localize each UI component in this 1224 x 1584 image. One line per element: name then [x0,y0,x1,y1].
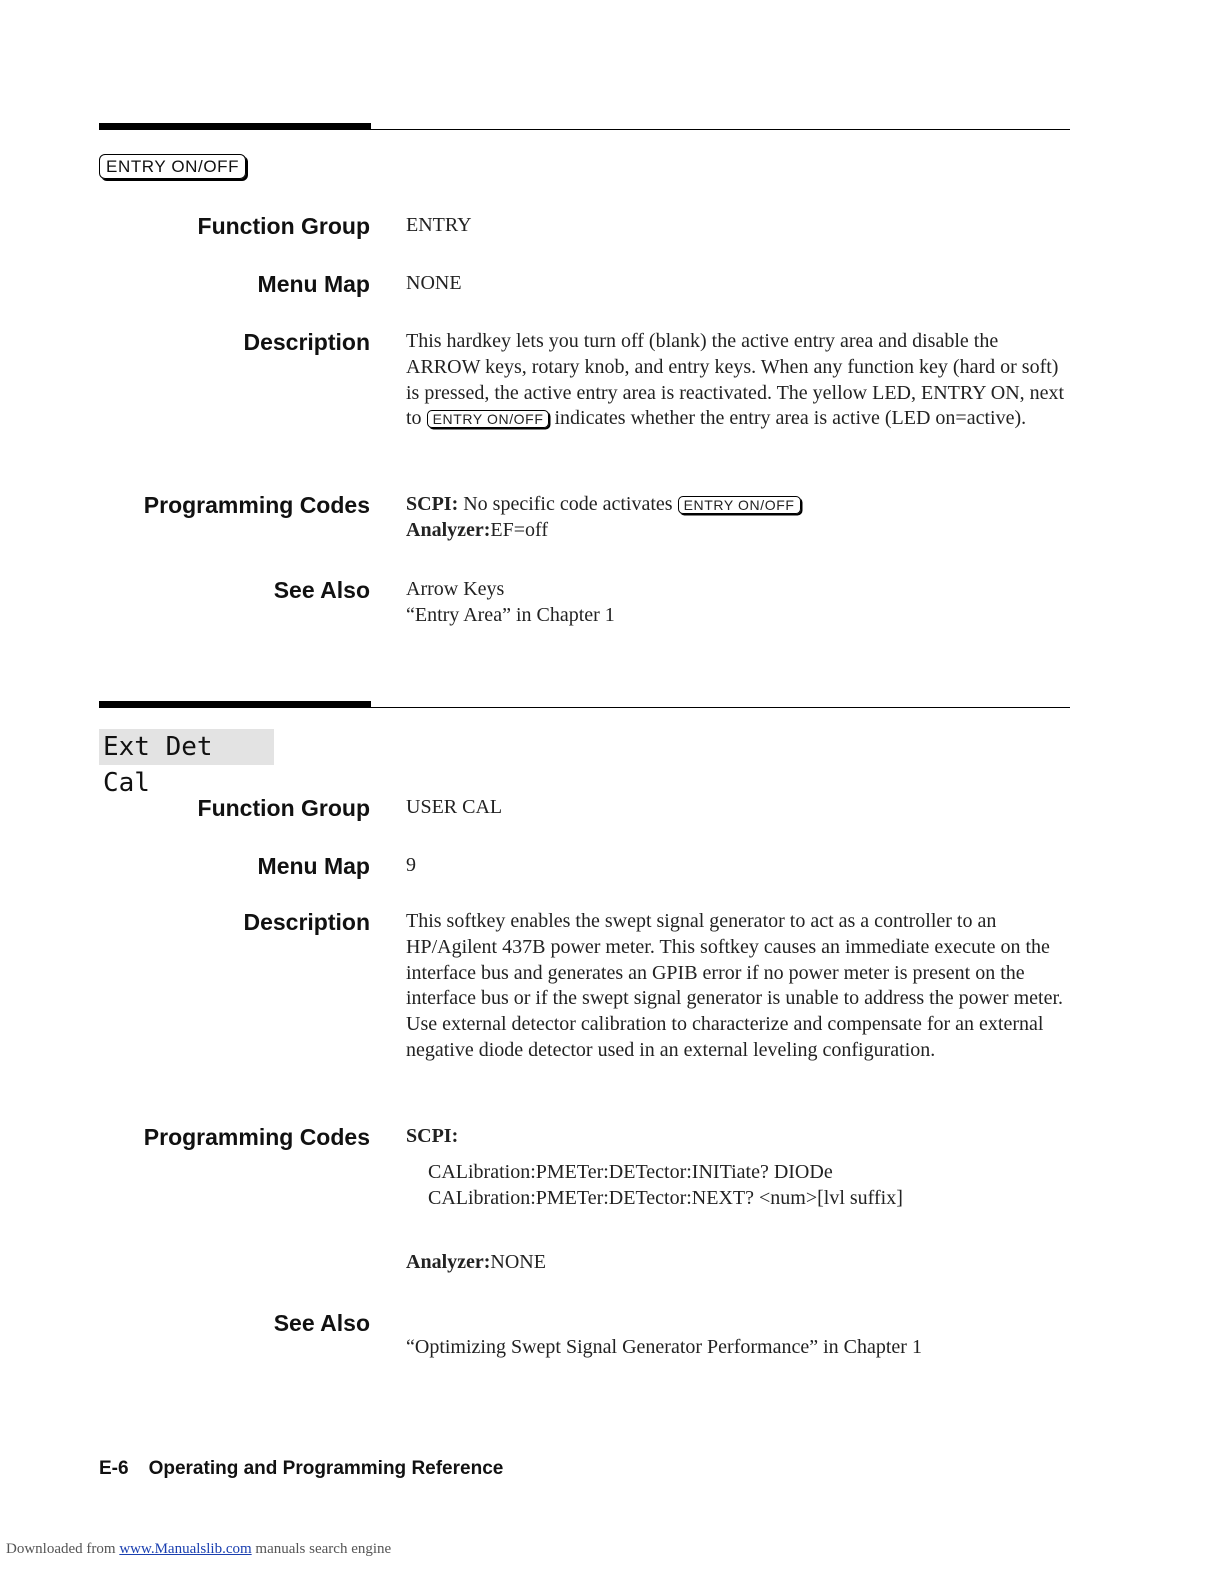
download-suffix: manuals search engine [255,1541,392,1557]
scpi-label: SCPI: [406,493,459,515]
scpi-text: No specific code activates [463,493,673,515]
description-part2: indicates whether the entry area is active (LED on=active). [554,407,1027,430]
section-divider [99,707,1070,708]
see-also-list [406,577,1068,629]
section-divider [99,129,1070,130]
description-part1: This hardkey lets you turn off (blank) the active entry area and disable the ARROW keys, rotary knob, and entry keys. When any function key (hard or soft) is pressed, the active entry area is reactivated. The yellow LED, ENTRY ON, next to [406,330,1065,430]
programming-codes-value [406,1124,1068,1276]
programming-codes-label: Programming Codes [143,1124,370,1150]
page-number: E-6 [99,1458,129,1479]
entry-on-off-key: ENTRY ON/OFF [99,154,246,179]
analyzer-label: Analyzer: [406,518,491,541]
description-label: Description [243,909,370,935]
function-group-value: ENTRY [406,214,472,236]
description-text [406,329,1068,432]
section-divider-bar [99,123,371,130]
function-group-label: Function Group [197,795,370,821]
see-also-item: “Optimizing Swept Signal Generator Performance” in Chapter 1 [406,1336,922,1358]
ext-det-cal-softkey: Ext Det Cal [99,729,274,765]
see-also-item: Arrow Keys [406,578,505,600]
menu-map-value: NONE [406,272,462,294]
see-also-label: See Also [273,1310,370,1336]
analyzer-label: Analyzer: [406,1251,491,1274]
scpi-command: CALibration:PMETer:DETector:NEXT? <num>[lvl suffix] [428,1186,903,1209]
page-footer [99,1458,503,1480]
footer-title: Operating and Programming Reference [148,1458,504,1479]
see-also-label: See Also [273,577,370,603]
description-label: Description [243,329,370,355]
download-prefix: Downloaded from [6,1541,116,1557]
analyzer-text: EF=off [490,518,548,541]
programming-codes-value [406,492,1068,544]
scpi-command: CALibration:PMETer:DETector:INITiate? DIODe [428,1160,833,1183]
programming-codes-label: Programming Codes [143,492,370,518]
entry-section-heading [99,154,246,179]
analyzer-line [406,1250,1068,1276]
analyzer-text: NONE [490,1251,546,1274]
entry-on-off-key-inline: ENTRY ON/OFF [678,496,801,514]
download-note [6,1541,391,1558]
description-text: This softkey enables the swept signal generator to act as a controller to an HP/Agilent 437B power meter. This softkey causes an immediate execute on the interface bus and generates an GPIB error if no power meter is present on the interface bus or if the swept signal generator is unable to address the power meter. Use external detector calibration to characterize and compensate for an external negative diode detector used in an external leveling configuration. [406,910,1064,1061]
see-also-item: “Entry Area” in Chapter 1 [406,603,615,626]
menu-map-value: 9 [406,854,416,876]
analyzer-line [406,518,1068,544]
menu-map-label: Menu Map [257,271,370,297]
section-divider-bar [99,701,371,708]
scpi-label: SCPI: [406,1125,459,1147]
menu-map-label: Menu Map [257,853,370,879]
function-group-label: Function Group [197,213,370,239]
function-group-value: USER CAL [406,796,503,818]
entry-on-off-key-inline: ENTRY ON/OFF [427,410,550,428]
manualslib-link[interactable]: www.Manualslib.com [119,1541,252,1557]
scpi-line [406,1124,1068,1150]
scpi-line [406,492,1068,518]
